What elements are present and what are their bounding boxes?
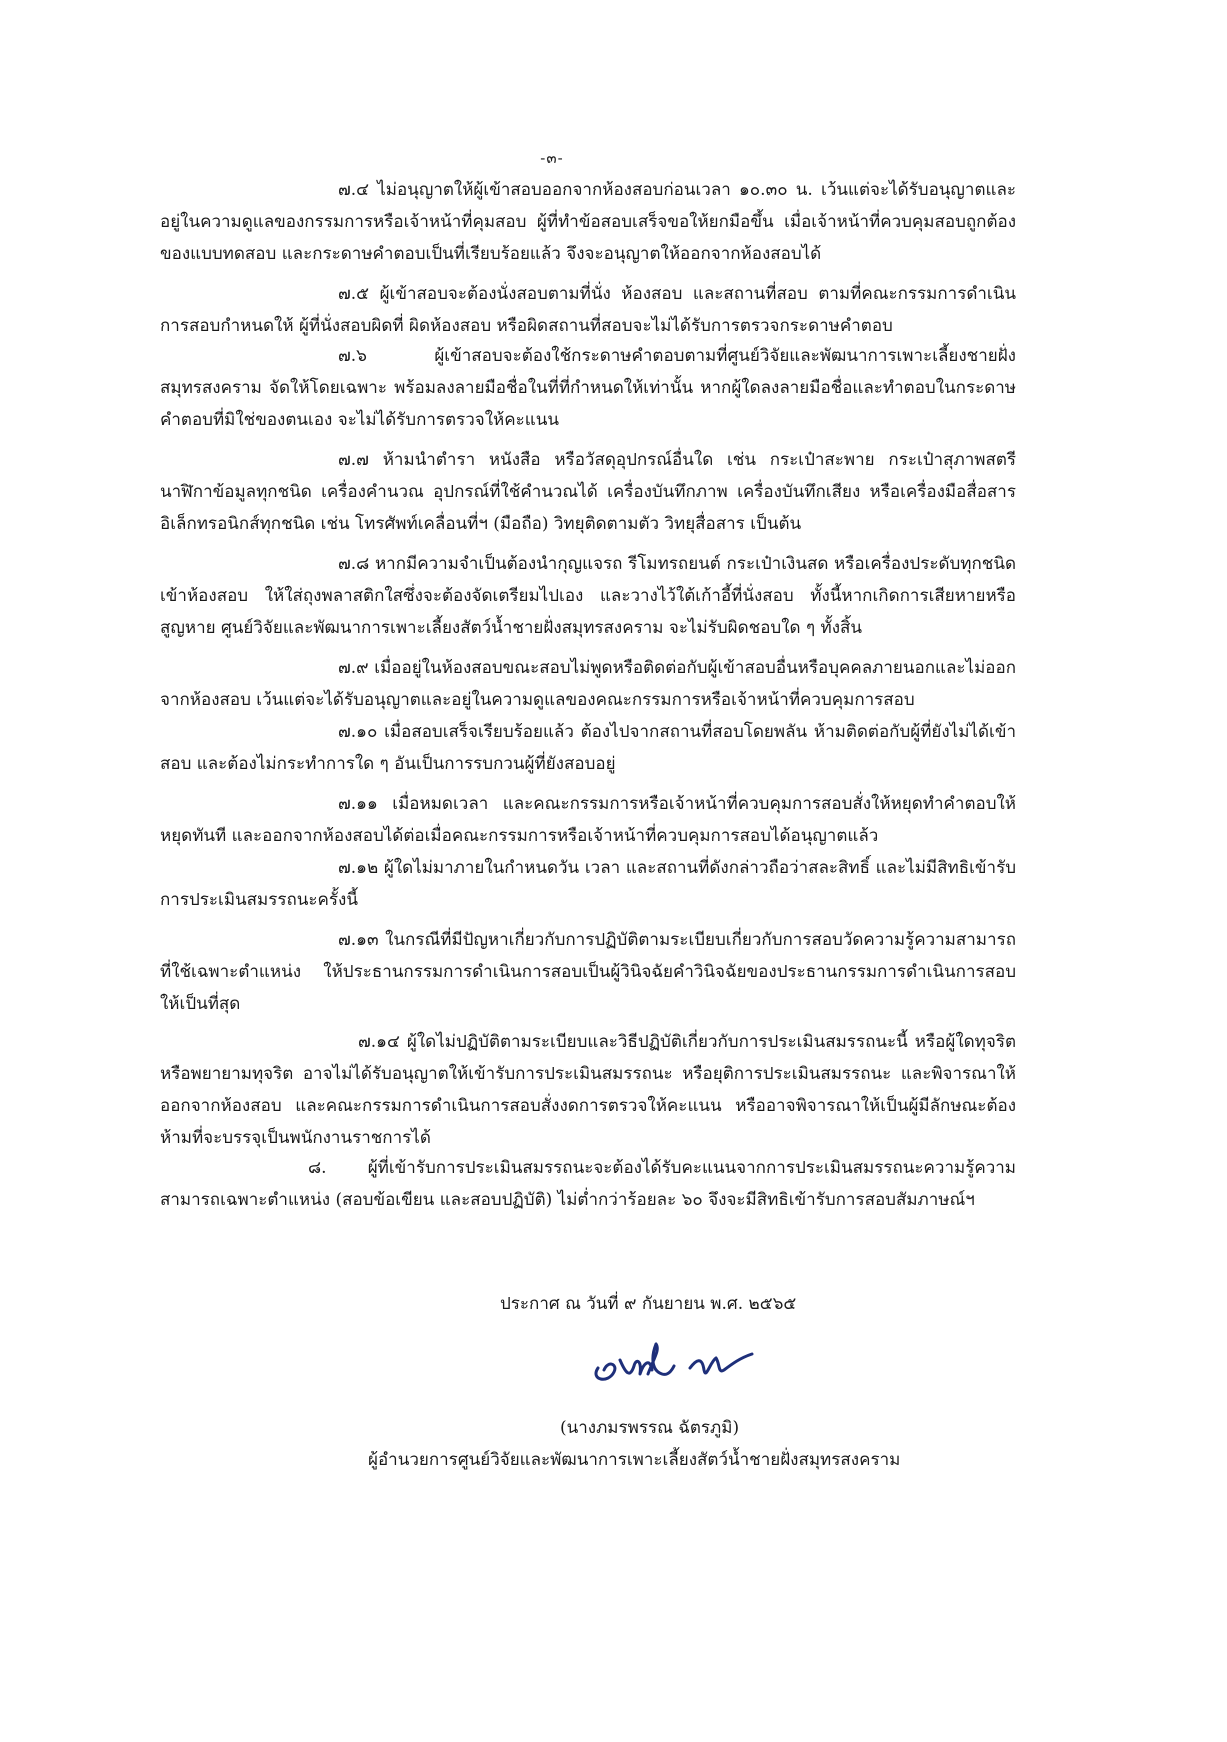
rule-7-13: ๗.๑๓ ในกรณีที่มีปัญหาเกี่ยวกับการปฏิบัติตามระเบียบเกี่ยวกับการสอบวัดความรู้ความสามารถที่ใช้เฉพาะตำแหน่ง ให้ประธานกรรมการดำเนินการสอบเป็นผู้วินิจฉัยคำวินิจฉัยของประธานกรรมการดำเนินการสอบให้เป็นที่สุด	[160, 930, 1016, 1014]
rule-7-12: ๗.๑๒ ผู้ใดไม่มาภายในกำหนดวัน เวลา และสถานที่ดังกล่าวถือว่าสละสิทธิ์ และไม่มีสิทธิเข้ารับการประเมินสมรรถนะครั้งนี้	[160, 858, 1016, 910]
rule-7-9: ๗.๙ เมื่ออยู่ในห้องสอบขณะสอบไม่พูดหรือติดต่อกับผู้เข้าสอบอื่นหรือบุคคลภายนอกและไม่ออกจากห้องสอบ เว้นแต่จะได้รับอนุญาตและอยู่ในความดูแลของคณะกรรมการหรือเจ้าหน้าที่ควบคุมการสอบ	[160, 658, 1016, 710]
signature-image	[590, 1340, 760, 1390]
signer-name: (นางภมรพรรณ ฉัตรภูมิ)	[560, 1418, 740, 1438]
signer-position: ผู้อำนวยการศูนย์วิจัยและพัฒนาการเพาะเลี้ยงสัตว์น้ำชายฝั่งสมุทรสงคราม	[368, 1450, 901, 1470]
rule-7-7: ๗.๗ ห้ามนำตำรา หนังสือ หรือวัสดุอุปกรณ์อื่นใด เช่น กระเป๋าสะพาย กระเป๋าสุภาพสตรีนาฬิกาข้อมูลทุกชนิด เครื่องคำนวณ อุปกรณ์ที่ใช้คำนวณได้ เครื่องบันทึกภาพ เครื่องบันทึกเสียง หรือเครื่องมือสื่อสารอิเล็กทรอนิกส์ทุกชนิด เช่น โทรศัพท์เคลื่อนที่ฯ (มือถือ) วิทยุติดตามตัว วิทยุสื่อสาร เป็นต้น	[160, 450, 1016, 534]
rule-8: ๘. ผู้ที่เข้ารับการประเมินสมรรถนะจะต้องได้รับคะแนนจากการประเมินสมรรถนะความรู้ความสามารถเฉพาะตำแหน่ง (สอบข้อเขียน และสอบปฏิบัติ) ไม่ต่ำกว่าร้อยละ ๖๐ จึงจะมีสิทธิเข้ารับการสอบสัมภาษณ์ฯ	[160, 1158, 1016, 1210]
rule-7-10: ๗.๑๐ เมื่อสอบเสร็จเรียบร้อยแล้ว ต้องไปจากสถานที่สอบโดยพลัน ห้ามติดต่อกับผู้ที่ยังไม่ได้เข้าสอบ และต้องไม่กระทำการใด ๆ อันเป็นการรบกวนผู้ที่ยังสอบอยู่	[160, 722, 1016, 774]
rule-7-6: ๗.๖ ผู้เข้าสอบจะต้องใช้กระดาษคำตอบตามที่ศูนย์วิจัยและพัฒนาการเพาะเลี้ยงชายฝั่งสมุทรสงคราม จัดให้โดยเฉพาะ พร้อมลงลายมือชื่อในที่ที่กำหนดให้เท่านั้น หากผู้ใดลงลายมือชื่อและทำตอบในกระดาษคำตอบที่มิใช่ของตนเอง จะไม่ได้รับการตรวจให้คะแนน	[160, 346, 1016, 430]
page-number: -๓-	[540, 149, 564, 167]
rule-7-8: ๗.๘ หากมีความจำเป็นต้องนำกุญแจรถ รีโมทรถยนต์ กระเป๋าเงินสด หรือเครื่องประดับทุกชนิดเข้าห้องสอบ ให้ใส่ถุงพลาสติกใสซึ่งจะต้องจัดเตรียมไปเอง และวางไว้ใต้เก้าอี้ที่นั่งสอบ ทั้งนี้หากเกิดการเสียหายหรือสูญหาย ศูนย์วิจัยและพัฒนาการเพาะเลี้ยงสัตว์น้ำชายฝั่งสมุทรสงคราม จะไม่รับผิดชอบใด ๆ ทั้งสิ้น	[160, 554, 1016, 638]
rule-7-5: ๗.๕ ผู้เข้าสอบจะต้องนั่งสอบตามที่นั่ง ห้องสอบ และสถานที่สอบ ตามที่คณะกรรมการดำเนินการสอบกำหนดให้ ผู้ที่นั่งสอบผิดที่ ผิดห้องสอบ หรือผิดสถานที่สอบจะไม่ได้รับการตรวจกระดาษคำตอบ	[160, 284, 1016, 336]
rule-7-4: ๗.๔ ไม่อนุญาตให้ผู้เข้าสอบออกจากห้องสอบก่อนเวลา ๑๐.๓๐ น. เว้นแต่จะได้รับอนุญาตและอยู่ในความดูแลของกรรมการหรือเจ้าหน้าที่คุมสอบ ผู้ที่ทำข้อสอบเสร็จขอให้ยกมือขึ้น เมื่อเจ้าหน้าที่ควบคุมสอบถูกต้องของแบบทดสอบ และกระดาษคำตอบเป็นที่เรียบร้อยแล้ว จึงจะอนุญาตให้ออกจากห้องสอบได้	[160, 180, 1016, 264]
announcement-date: ประกาศ ณ วันที่ ๙ กันยายน พ.ศ. ๒๕๖๕	[500, 1294, 797, 1314]
rule-7-11: ๗.๑๑ เมื่อหมดเวลา และคณะกรรมการหรือเจ้าหน้าที่ควบคุมการสอบสั่งให้หยุดทำคำตอบให้หยุดทันที และออกจากห้องสอบได้ต่อเมื่อคณะกรรมการหรือเจ้าหน้าที่ควบคุมการสอบได้อนุญาตแล้ว	[160, 794, 1016, 846]
rule-7-14: ๗.๑๔ ผู้ใดไม่ปฏิบัติตามระเบียบและวิธีปฏิบัติเกี่ยวกับการประเมินสมรรถนะนี้ หรือผู้ใดทุจริตหรือพยายามทุจริต อาจไม่ได้รับอนุญาตให้เข้ารับการประเมินสมรรถนะ หรือยุติการประเมินสมรรถนะ และพิจารณาให้ออกจากห้องสอบ และคณะกรรมการดำเนินการสอบสั่งงดการตรวจให้คะแนน หรืออาจพิจารณาให้เป็นผู้มีลักษณะต้องห้ามที่จะบรรจุเป็นพนักงานราชการได้	[160, 1032, 1016, 1148]
